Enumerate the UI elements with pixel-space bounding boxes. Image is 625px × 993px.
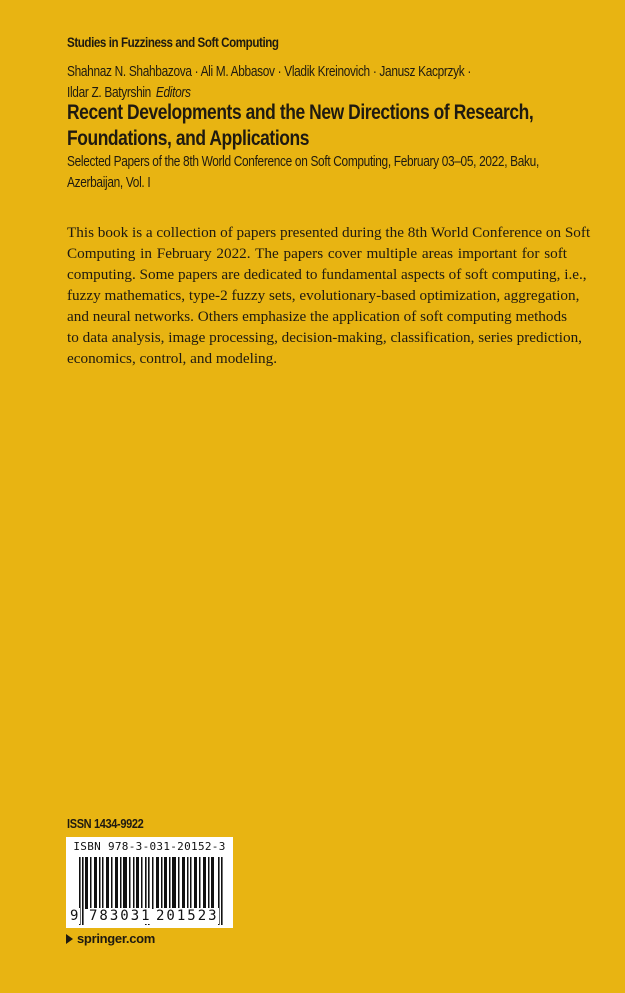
barcode-left-digits: 783031 [89,908,152,924]
issn-label: ISSN 1434-9922 [67,817,144,831]
blurb-line: fuzzy mathematics, type-2 fuzzy sets, evolutionary-based optimization, aggregation, [67,287,580,304]
blurb-line: economics, control, and modeling. [67,350,278,367]
publisher-link-text[interactable]: springer.com [77,931,156,946]
isbn-label: ISBN 978-3-031-20152-3 [73,840,226,853]
series-title: Studies in Fuzziness and Soft Computing [67,35,279,50]
editors-label: Editors [155,85,191,101]
blurb-line: computing. Some papers are dedicated to fundamental aspects of soft computing, i.e., [67,266,587,283]
editors-block [67,62,471,104]
blurb-line: to data analysis, image processing, decision-making, classification, series prediction, [67,329,582,346]
blurb-line: and neural networks. Others emphasize the application of soft computing methods [67,308,567,325]
blurb-line: This book is a collection of papers presented during the 8th World Conference on Soft [67,224,591,241]
author-last: Ildar Z. Batyrshin [67,85,151,101]
book-title [67,100,533,152]
barcode-lead-digit: 9 [70,908,81,924]
subtitle-line-2: Azerbaijan, Vol. I [67,175,151,191]
title-line-2: Foundations, and Applications [67,127,309,150]
book-description [67,222,591,369]
book-subtitle [67,152,539,194]
subtitle-line-1: Selected Papers of the 8th World Conference on Soft Computing, February 03–05, 2022, Baku, [67,154,539,170]
barcode-right-digits: 201523 [156,908,219,924]
play-arrow-icon [66,934,73,944]
title-line-1: Recent Developments and the New Directions of Research, [67,101,534,124]
barcode-digits [70,908,230,924]
publisher-link[interactable] [66,931,155,946]
isbn-barcode [66,837,233,928]
blurb-line: Computing in February 2022. The papers cover multiple areas important for soft [67,245,567,262]
authors-line-1: Shahnaz N. Shahbazova · Ali M. Abbasov · Vladik Kreinovich · Janusz Kacprzyk · [67,64,471,80]
